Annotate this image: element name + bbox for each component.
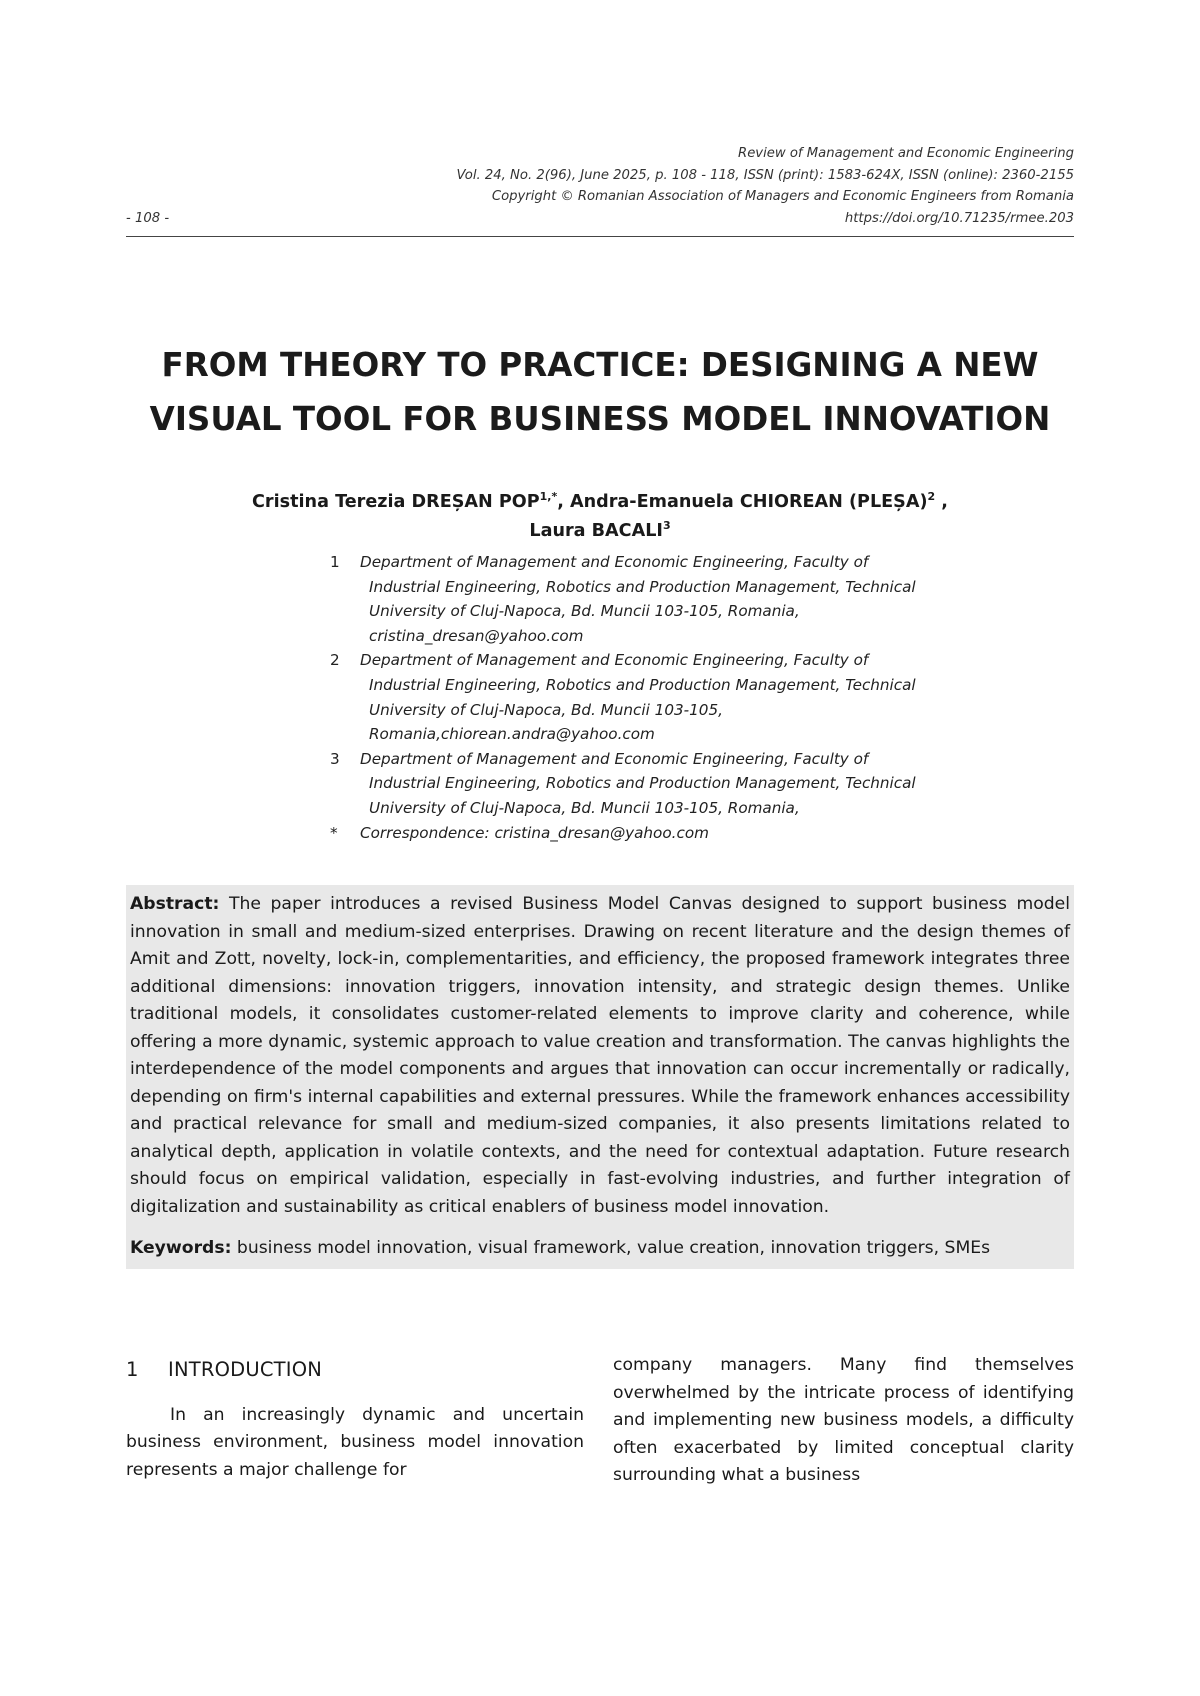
affiliation-line: Department of Management and Economic Engineering, Faculty of [360,749,869,768]
keywords-paragraph [130,1235,1070,1263]
author-3: Laura BACALI [529,521,663,541]
author-separator: , [557,492,571,512]
author-separator: , [935,492,948,512]
affiliation-line: Industrial Engineering, Robotics and Production Management, Technical [369,675,916,694]
abstract-box [126,885,1074,1269]
journal-name: Review of Management and Economic Engineering [738,146,1074,161]
affiliation-item [330,648,970,746]
affiliation-line: Industrial Engineering, Robotics and Production Management, Technical [369,774,916,793]
affiliations [330,550,970,845]
affiliation-email[interactable]: Romania,chiorean.andra@yahoo.com [369,725,655,744]
section-number: 1 [126,1358,139,1381]
copyright-line: Copyright © Romanian Association of Managers and Economic Engineers from Romania [491,189,1074,204]
author-3-affil: 3 [662,519,671,532]
keywords-label: Keywords: [130,1238,232,1258]
affiliation-line: University of Cluj-Napoca, Bd. Muncii 103-105, [369,700,723,719]
affiliation-number: 1 [330,553,340,571]
author-list [126,488,1074,546]
right-column [613,1352,1074,1490]
section-heading [126,1356,584,1384]
affiliation-line: Department of Management and Economic Engineering, Faculty of [360,553,869,571]
author-2: Andra-Emanuela CHIOREAN (PLEȘA) [570,492,928,512]
affiliation-number: 3 [330,749,340,768]
affiliation-line: University of Cluj-Napoca, Bd. Muncii 103-105, Romania, [369,798,800,817]
abstract-label: Abstract: [130,894,220,914]
title-line-1: FROM THEORY TO PRACTICE: DESIGNING A NEW [161,346,1039,384]
page-number: - 108 - [126,210,170,226]
section-title: INTRODUCTION [168,1358,323,1381]
author-1: Cristina Terezia DREȘAN POP [252,492,540,512]
affiliation-item [330,550,970,648]
affiliation-number: 2 [330,651,340,670]
intro-paragraph: In an increasingly dynamic and uncertain business environment, business model innovation represents a major challenge for [126,1404,584,1480]
author-2-affil: 2 [927,490,936,503]
volume-info: Vol. 24, No. 2(96), June 2025, p. 108 - 118, ISSN (print): 1583-624X, ISSN (online): 2360-2155 [456,167,1074,183]
right-column-text: company managers. Many find themselves overwhelmed by the intricate process of identifying and implementing new business models, a difficulty often exacerbated by limited conceptual clarity surrounding what a business [613,1355,1074,1485]
keywords-text: business model innovation, visual framework, value creation, innovation triggers, SMEs [236,1238,991,1258]
doi-link[interactable]: https://doi.org/10.71235/rmee.203 [844,210,1074,226]
affiliation-line: Industrial Engineering, Robotics and Production Management, Technical [369,577,916,596]
affiliation-line: Department of Management and Economic Engineering, Faculty of [360,651,869,670]
left-column [126,1356,584,1484]
title-line-2: VISUAL TOOL FOR BUSINESS MODEL INNOVATION [149,400,1051,438]
affiliation-email[interactable]: cristina_dresan@yahoo.com [369,626,584,645]
abstract-text: The paper introduces a revised Business Model Canvas designed to support business model innovation in small and medium-sized enterprises. Drawing on recent literature and the design themes of Amit and Zott, novelty, lock-in, complementarities, and efficiency, the proposed framework integrates three additional dimensions: innovation triggers, innovation intensity, and strategic design themes. Unlike traditional models, it consolidates customer-related elements to improve clarity and coherence, while offering a more dynamic, systemic approach to value creation and transformation. The canvas highlights the interdependence of the model components and argues that innovation can occur incrementally or radically, depending on firm's internal capabilities and external pressures. While the framework enhances accessibility and practical relevance for small and medium-sized companies, it also presents limitations related to analytical depth, application in volatile contexts, and the need for contextual adaptation. Future research should focus on empirical validation, especially in fast-evolving industries, and further integration of digitalization and sustainability as critical enablers of business model innovation. [130,894,1071,1217]
correspondence-item [330,821,970,846]
affiliation-line: University of Cluj-Napoca, Bd. Muncii 103-105, Romania, [369,602,800,621]
affiliation-item [330,747,970,821]
correspondence-line[interactable]: Correspondence: cristina_dresan@yahoo.com [360,823,709,842]
header-divider [126,236,1074,237]
paper-title [126,338,1074,446]
abstract-paragraph [130,891,1070,1221]
running-header [126,143,1074,229]
author-1-affil: 1,* [539,490,558,503]
correspondence-marker: * [330,823,338,842]
